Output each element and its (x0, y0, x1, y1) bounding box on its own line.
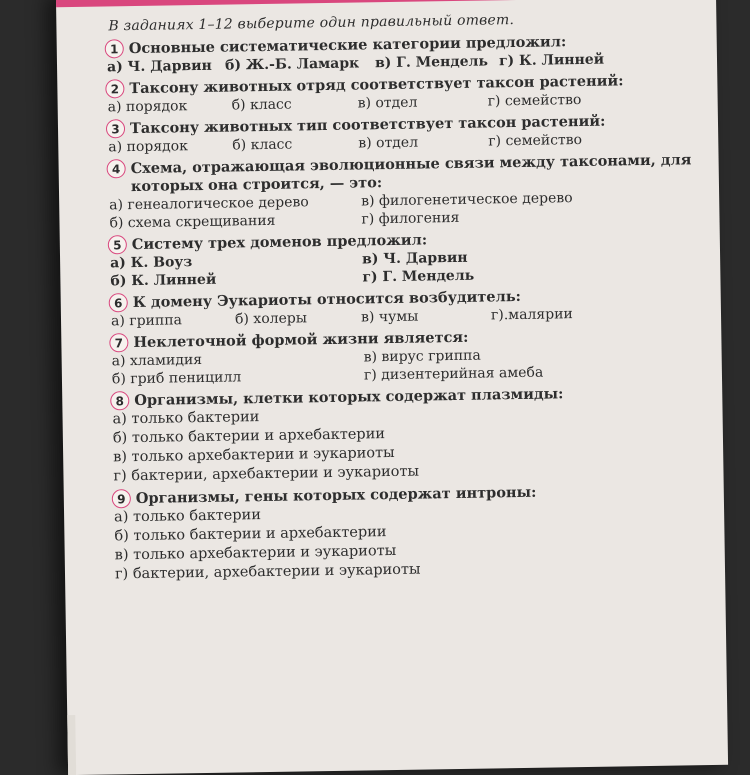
question-7 (109, 325, 710, 388)
option-b: б) класс (231, 96, 292, 114)
question-4 (107, 151, 708, 232)
question-number: 1 (105, 39, 124, 58)
question-9 (112, 481, 713, 584)
question-number: 3 (106, 119, 125, 138)
option-a: а) генеалогическое дерево (109, 194, 309, 214)
option-b: б) только бактерии и архебактерии (114, 524, 387, 545)
option-a: а) только бактерии (112, 409, 260, 428)
question-3 (106, 111, 706, 156)
option-a: а) гриппа (110, 312, 183, 330)
question-text: Систему трех доменов предложил: (131, 231, 428, 254)
option-c: в) отдел (357, 94, 418, 112)
option-b: б) Ж.-Б. Ламарк (224, 55, 360, 74)
question-number: 7 (109, 333, 128, 352)
page-edge (67, 715, 76, 775)
question-text: К домену Эукариоты относится возбудитель: (132, 287, 522, 312)
option-d: г) бактерии, архебактерии и эукариоты (113, 463, 420, 485)
question-text: Основные систематические категории предложил: (128, 33, 567, 58)
option-d: г) бактерии, архебактерии и эукариоты (114, 561, 421, 583)
option-d: г) Г. Мендель (362, 267, 475, 286)
option-a: а) порядок (108, 138, 189, 156)
question-text: Организмы, гены которых содержат интроны: (135, 483, 537, 508)
question-1 (105, 31, 705, 76)
option-b: б) К. Линней (110, 271, 217, 290)
question-number: 5 (108, 235, 127, 254)
option-a: а) только бактерии (113, 507, 262, 526)
option-c: в) Г. Мендель (374, 53, 489, 72)
question-number: 6 (109, 293, 128, 312)
option-b: б) холеры (234, 310, 308, 328)
option-b: б) только бактерии и архебактерии (112, 426, 386, 447)
question-6 (109, 285, 709, 330)
header-band (56, 0, 716, 7)
option-b: б) класс (232, 136, 293, 154)
content (104, 9, 713, 588)
option-b: б) схема скрещивания (109, 212, 276, 232)
question-number: 2 (105, 79, 124, 98)
option-d: г) семейство (487, 91, 582, 110)
question-text: Таксону животных тип соответствует таксон растений: (129, 112, 606, 138)
question-text: Схема, отражающая эволюционные связи между таксонами, для которых она строится, — это: (130, 151, 692, 196)
question-number: 8 (110, 391, 129, 410)
question-number: 4 (107, 159, 126, 178)
question-text: Неклеточной формой жизни является: (133, 328, 469, 352)
option-d: г) К. Линней (498, 51, 605, 70)
option-a: а) хламидия (111, 351, 203, 370)
question-text: Таксону животных отряд соответствует таксон растений: (129, 72, 624, 98)
question-8 (110, 383, 711, 486)
option-c: в) отдел (358, 134, 419, 152)
question-2 (105, 71, 705, 116)
option-c: в) Ч. Дарвин (361, 249, 468, 268)
option-c: в) только архебактерии и эукариоты (114, 542, 397, 564)
option-d: г) дизентерийная амеба (363, 364, 544, 384)
option-a: а) порядок (107, 98, 188, 116)
question-text: Организмы, клетки которых содержат плазмиды: (134, 385, 564, 410)
question-number: 9 (112, 489, 131, 508)
option-a: а) Ч. Дарвин (106, 57, 212, 76)
textbook-page (56, 0, 728, 775)
instructions: В заданиях 1–12 выберите один правильный ответ. (108, 12, 515, 35)
option-b: б) гриб пеницилл (111, 369, 242, 388)
option-c: в) вирус гриппа (363, 347, 481, 366)
option-a: а) К. Воуз (110, 254, 193, 272)
question-5 (108, 227, 709, 290)
option-c: в) филогенетическое дерево (361, 190, 573, 210)
option-c: в) только архебактерии и эукариоты (113, 444, 395, 466)
option-c: в) чумы (360, 308, 419, 326)
option-d: г).малярии (490, 306, 573, 324)
option-d: г) филогения (361, 209, 460, 228)
option-d: г) семейство (488, 131, 583, 150)
